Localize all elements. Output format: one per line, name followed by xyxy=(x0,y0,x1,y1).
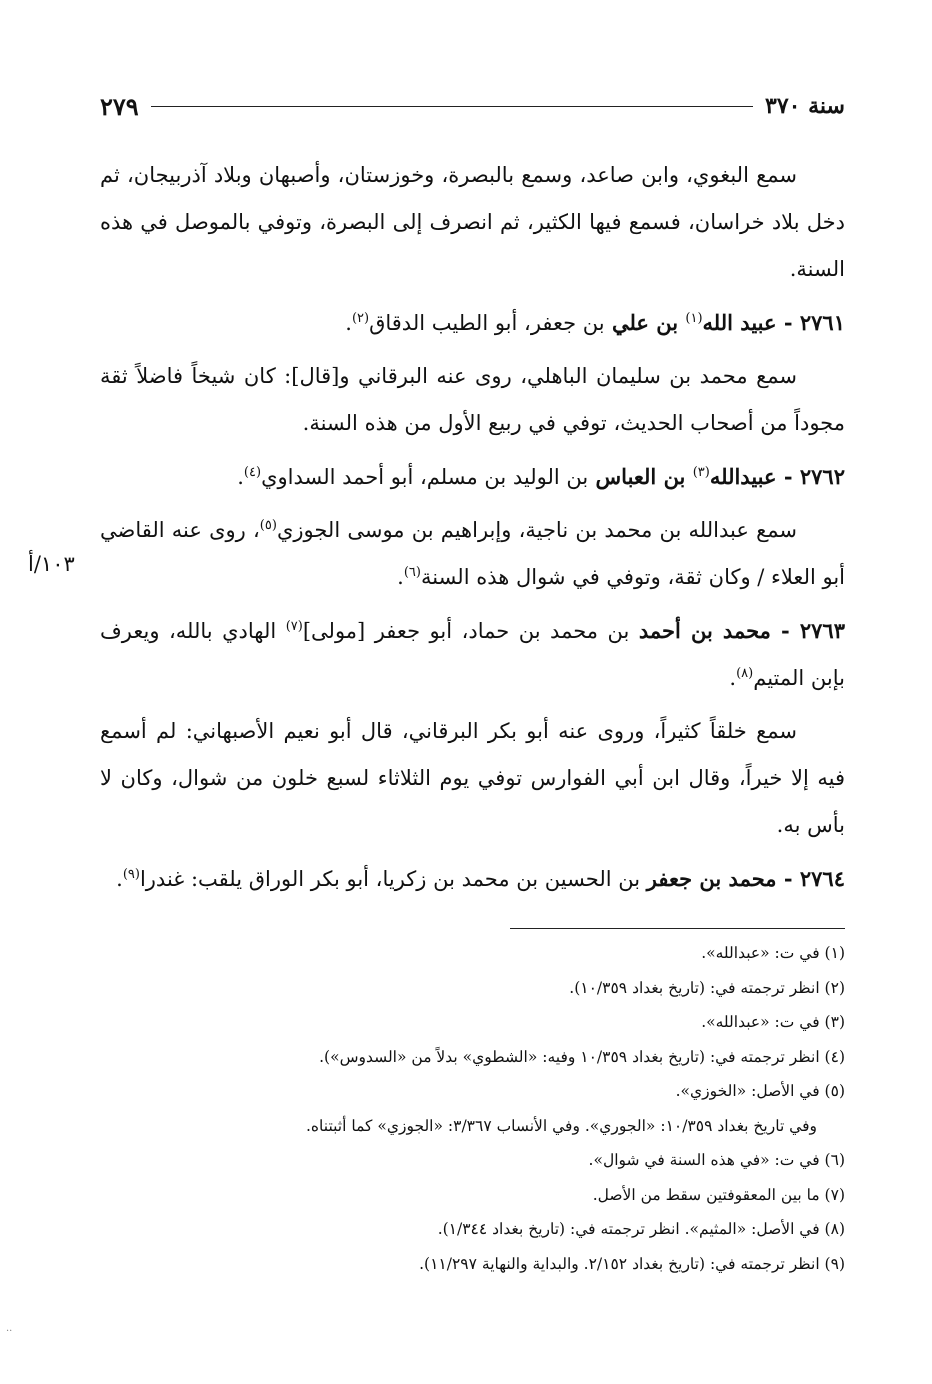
paragraph-2: سمع محمد بن سليمان الباهلي، روى عنه البرقاني و[قال]: كان شيخاً فاضلاً ثقة مجوداً من أصحاب الحديث، توفي في ربيع الأول من هذه السنة. xyxy=(100,364,845,435)
entry-number: ٢٧٦١ - xyxy=(776,310,845,335)
paragraph-text: سمع عبدالله بن محمد بن ناجية، وإبراهيم بن موسى الجوزي xyxy=(276,518,797,542)
entry-number: ٢٧٦٢ - xyxy=(776,464,845,489)
running-header xyxy=(100,88,845,124)
entry-end: . xyxy=(116,867,123,891)
entry-name: عبيدالله xyxy=(709,464,777,489)
entry-rest: بن الحسين بن محمد بن زكريا، أبو بكر الوراق يلقب: غندرا xyxy=(139,867,647,891)
entry-name: عبيد الله xyxy=(702,310,777,335)
footnote-item: (٩) انظر ترجمته في: (تاريخ بغداد ٢/١٥٢. والبداية والنهاية ١١/٢٩٧). xyxy=(419,1254,845,1273)
paragraph-end: . xyxy=(397,565,404,589)
footnote-item: (٥) في الأصل: «الخوزي». xyxy=(675,1082,845,1100)
footnote-item: (٢) انظر ترجمته في: (تاريخ بغداد ١٠/٣٥٩). xyxy=(569,978,845,997)
footnote-item: (٧) ما بين المعقوفتين سقط من الأصل. xyxy=(592,1185,845,1204)
footnote-marker: (٤) xyxy=(243,465,262,480)
entry-2764 xyxy=(100,855,845,903)
entry-rest: بن محمد بن حماد، أبو جعفر [مولى] xyxy=(302,619,639,643)
footnote-marker: (٢) xyxy=(351,311,370,326)
header-year-title: سنة ٣٧٠ xyxy=(765,93,845,119)
page-number: ٢٧٩ xyxy=(100,91,139,121)
footnote-marker: (٩) xyxy=(122,867,140,882)
footnote-rule xyxy=(510,928,845,929)
entry-name: محمد بن جعفر xyxy=(646,866,777,891)
footnotes xyxy=(160,936,845,1281)
manuscript-folio-note: ١٠٣/أ xyxy=(28,552,75,576)
footnote-marker: (٧) xyxy=(285,619,303,634)
main-text xyxy=(100,152,845,909)
footnote-item: (٣) في ت: «عبدالله». xyxy=(701,1013,845,1031)
entry-rest-cont: الهادي بالله، ويعرف بإبن المتيم xyxy=(100,619,845,690)
entry-number: ٢٧٦٣ - xyxy=(770,618,845,643)
entry-2763 xyxy=(100,607,845,702)
entry-name-cont: بن العباس xyxy=(588,464,693,489)
footnote-marker: (٣) xyxy=(692,465,710,480)
entry-rest: بن الوليد بن مسلم، أبو أحمد السداوي xyxy=(261,465,589,489)
entry-2762 xyxy=(100,453,845,501)
paragraph-3 xyxy=(100,507,845,601)
scan-mark: ·· xyxy=(6,1326,13,1337)
entry-name-cont: بن علي xyxy=(604,310,686,335)
entry-number: ٢٧٦٤ - xyxy=(776,866,845,891)
footnote-item: (١) في ت: «عبدالله». xyxy=(701,944,845,962)
footnote-marker: (١) xyxy=(685,311,703,326)
entry-rest: بن جعفر، أبو الطيب الدقاق xyxy=(369,311,605,335)
paragraph-1: سمع البغوي، وابن صاعد، وسمع بالبصرة، وخوزستان، وأصبهان وبلاد آذربيجان، ثم دخل بلاد خراسان، فسمع فيها الكثير، ثم انصرف إلى البصرة، وتوفي بالموصل في هذه السنة. xyxy=(100,163,845,281)
footnote-marker: (٥) xyxy=(259,518,277,533)
footnote-marker: (٦) xyxy=(403,565,421,580)
entry-end: . xyxy=(237,465,244,489)
entry-name: محمد بن أحمد xyxy=(638,618,771,643)
header-rule xyxy=(151,106,753,107)
paragraph-4: سمع خلقاً كثيراً، وروى عنه أبو بكر البرقاني، قال أبو نعيم الأصبهاني: لم أسمع فيه إلا خيراً، وقال ابن أبي الفوارس توفي يوم الثلاثاء لسبع خلون من شوال، وكان لا بأس به. xyxy=(100,719,845,837)
entry-2761 xyxy=(100,299,845,347)
entry-end: . xyxy=(729,666,737,690)
footnote-item: (٨) في الأصل: «المثيم». انظر ترجمته في: (تاريخ بغداد ١/٣٤٤). xyxy=(437,1220,845,1238)
footnote-item: (٤) انظر ترجمته في: (تاريخ بغداد ١٠/٣٥٩ وفيه: «الشطوي» بدلاً من «السدوس»). xyxy=(319,1047,845,1066)
paragraph-text: ، روى عنه القاضي أبو العلاء / وكان ثقة، وتوفي في شوال هذه السنة xyxy=(100,518,845,589)
footnote-marker: (٨) xyxy=(736,666,754,681)
entry-end: . xyxy=(345,311,352,335)
footnote-item: (٦) في ت: «في هذه السنة في شوال». xyxy=(588,1151,845,1169)
footnote-continuation: وفي تاريخ بغداد ١٠/٣٥٩: «الجوري». وفي الأنساب ٣/٣٦٧: «الجوزي» كما أثبتناه. xyxy=(306,1116,817,1135)
